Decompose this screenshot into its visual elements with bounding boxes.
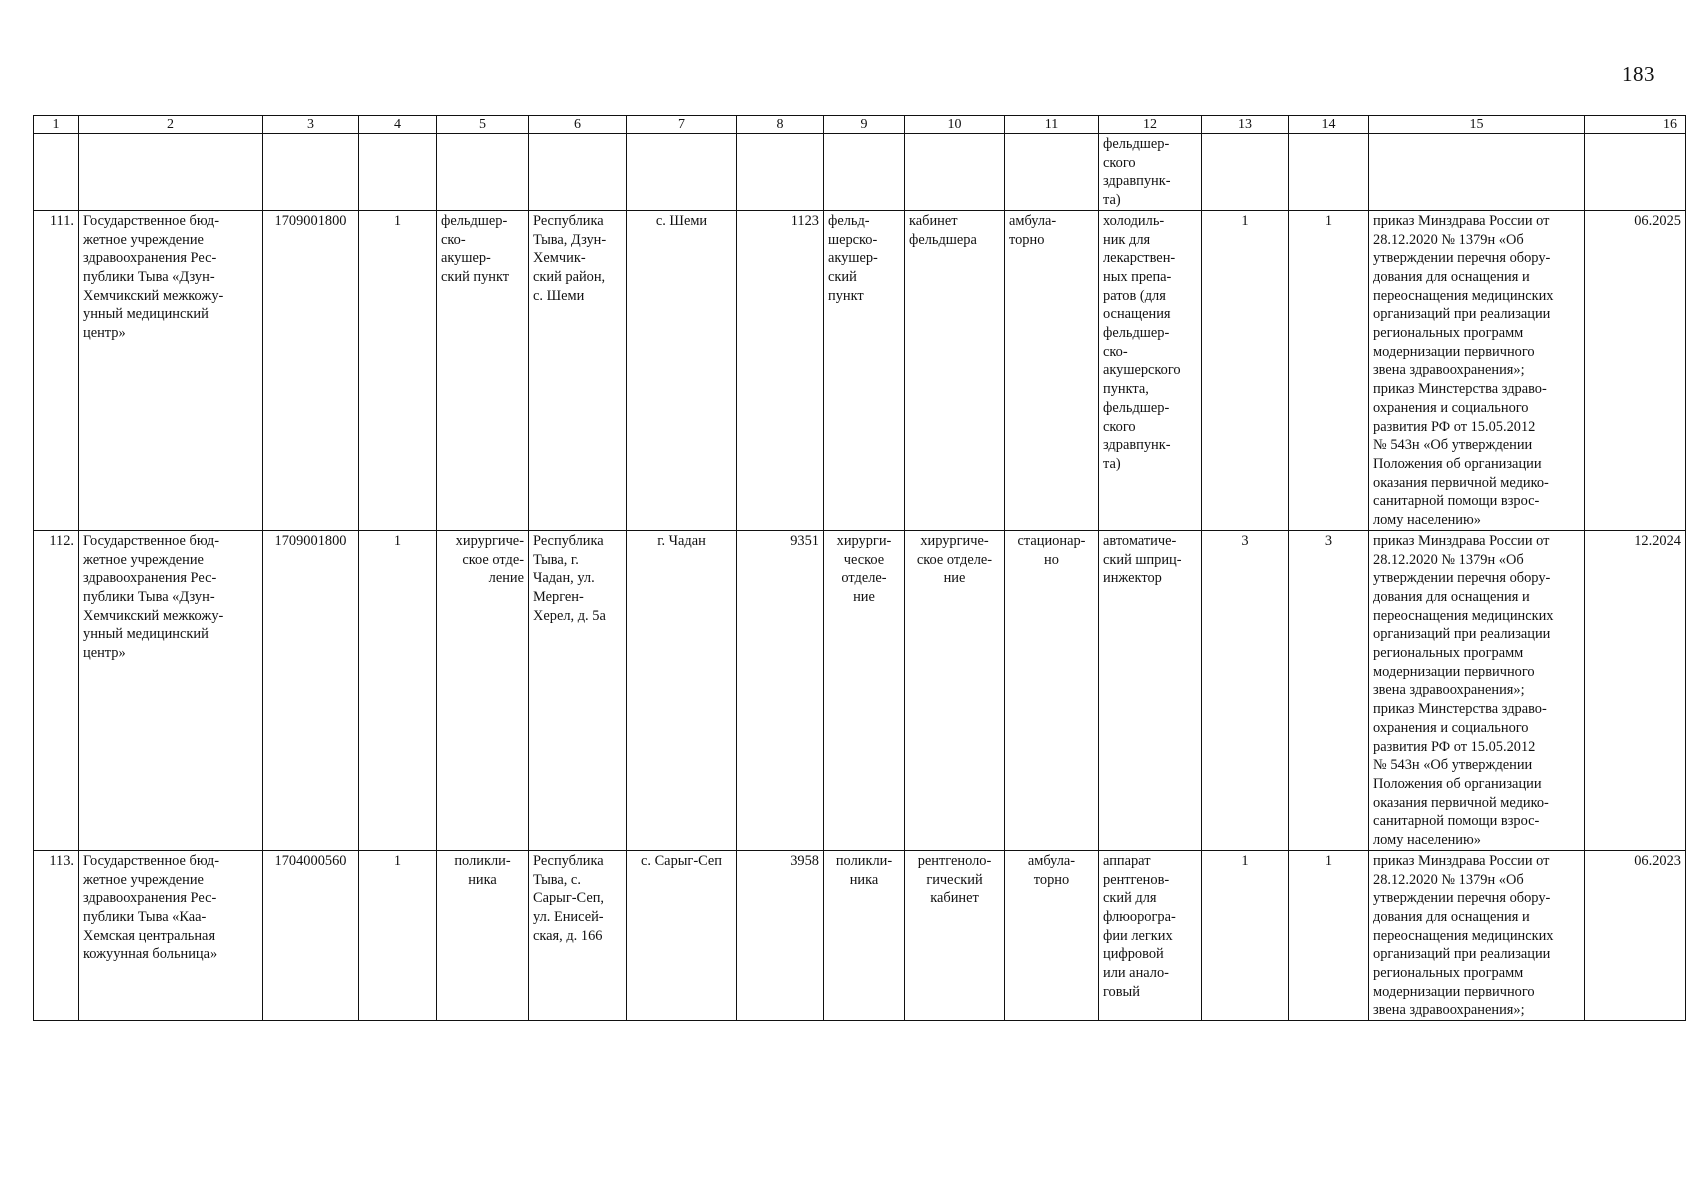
settlement-cell: с. Сарыг-Сеп — [627, 850, 737, 1020]
care-type-cell: амбула- торно — [1005, 210, 1099, 530]
column-number: 4 — [359, 116, 437, 134]
population-cell: 9351 — [737, 530, 824, 850]
unit-cell: хирургиче- ское отде- ление — [437, 530, 529, 850]
column-number: 1 — [34, 116, 79, 134]
date-cell: 06.2025 — [1585, 210, 1686, 530]
basis-cell: приказ Минздрава России от 28.12.2020 № 1379н «Об утверждении перечня обору- дования для оснащения и переоснащения медицинских организаций при реализации региональных программ модернизации первичного звена здравоохранения»; — [1369, 850, 1585, 1020]
column-number: 13 — [1202, 116, 1289, 134]
unit-cell: фельдшер- ско- акушер- ский пункт — [437, 210, 529, 530]
inn-cell: 1704000560 — [263, 850, 359, 1020]
subunit-cell: хирурги- ческое отделе- ние — [824, 530, 905, 850]
care-type-cell: стационар- но — [1005, 530, 1099, 850]
quantity-cell: 3 — [1202, 530, 1289, 850]
unit-cell: поликли- ника — [437, 850, 529, 1020]
column-number: 14 — [1289, 116, 1369, 134]
column-number: 9 — [824, 116, 905, 134]
room-cell: рентгеноло- гический кабинет — [905, 850, 1005, 1020]
column-number-header — [34, 116, 1686, 134]
column-number: 16 — [1585, 116, 1686, 134]
column-number: 12 — [1099, 116, 1202, 134]
subunit-cell: фельд- шерско- акушер- ский пункт — [824, 210, 905, 530]
address-cell: Республика Тыва, г. Чадан, ул. Мерген- Херел, д. 5а — [529, 530, 627, 850]
row-number-cell: 112. — [34, 530, 79, 850]
table-row — [34, 850, 1686, 1020]
room-cell: кабинет фельдшера — [905, 210, 1005, 530]
count-cell: 1 — [359, 850, 437, 1020]
quantity-cell: 3 — [1289, 530, 1369, 850]
settlement-cell: г. Чадан — [627, 530, 737, 850]
count-cell: 1 — [359, 210, 437, 530]
column-number: 11 — [1005, 116, 1099, 134]
quantity-cell: 1 — [1289, 850, 1369, 1020]
row-number-cell: 113. — [34, 850, 79, 1020]
column-number: 15 — [1369, 116, 1585, 134]
address-cell: Республика Тыва, Дзун- Хемчик- ский район, с. Шеми — [529, 210, 627, 530]
count-cell: 1 — [359, 530, 437, 850]
quantity-cell: 1 — [1202, 850, 1289, 1020]
column-number: 5 — [437, 116, 529, 134]
column-number: 6 — [529, 116, 627, 134]
inn-cell: 1709001800 — [263, 210, 359, 530]
care-type-cell: амбула- торно — [1005, 850, 1099, 1020]
settlement-cell: с. Шеми — [627, 210, 737, 530]
date-cell: 06.2023 — [1585, 850, 1686, 1020]
population-cell: 1123 — [737, 210, 824, 530]
data-table — [33, 115, 1686, 1021]
column-number: 8 — [737, 116, 824, 134]
basis-cell: приказ Минздрава России от 28.12.2020 № 1379н «Об утверждении перечня обору- дования для оснащения и переоснащения медицинских организаций при реализации региональных программ модернизации первичного звена здравоохранения»; приказ Минстерства здраво- охранения и социального развития РФ от 15.05.2012 № 543н «Об утверждении Положения об организации оказания первичной медико- санитарной помощи взрос- лому населению» — [1369, 210, 1585, 530]
organization-cell: Государственное бюд- жетное учреждение здравоохранения Рес- публики Тыва «Дзун- Хемчикский межкожу- унный медицинский центр» — [79, 530, 263, 850]
column-number: 7 — [627, 116, 737, 134]
date-cell: 12.2024 — [1585, 530, 1686, 850]
equipment-cell: автоматиче- ский шприц- инжектор — [1099, 530, 1202, 850]
continuation-row — [34, 134, 1686, 211]
room-cell: хирургиче- ское отделе- ние — [905, 530, 1005, 850]
column-number: 10 — [905, 116, 1005, 134]
organization-cell: Государственное бюд- жетное учреждение здравоохранения Рес- публики Тыва «Каа- Хемская центральная кожуунная больница» — [79, 850, 263, 1020]
subunit-cell: поликли- ника — [824, 850, 905, 1020]
page-number: 183 — [1622, 62, 1655, 86]
row-number-cell: 111. — [34, 210, 79, 530]
table-row — [34, 530, 1686, 850]
organization-cell: Государственное бюд- жетное учреждение здравоохранения Рес- публики Тыва «Дзун- Хемчикский межкожу- унный медицинский центр» — [79, 210, 263, 530]
quantity-cell: 1 — [1289, 210, 1369, 530]
quantity-cell: 1 — [1202, 210, 1289, 530]
column-number: 3 — [263, 116, 359, 134]
inn-cell: 1709001800 — [263, 530, 359, 850]
column-number: 2 — [79, 116, 263, 134]
equipment-cell: холодиль- ник для лекарствен- ных препа- ратов (для оснащения фельдшер- ско- акушерского пункта, фельдшер- ского здравпунк- та) — [1099, 210, 1202, 530]
table-row — [34, 210, 1686, 530]
basis-cell: приказ Минздрава России от 28.12.2020 № 1379н «Об утверждении перечня обору- дования для оснащения и переоснащения медицинских организаций при реализации региональных программ модернизации первичного звена здравоохранения»; приказ Минстерства здраво- охранения и социального развития РФ от 15.05.2012 № 543н «Об утверждении Положения об организации оказания первичной медико- санитарной помощи взрос- лому населению» — [1369, 530, 1585, 850]
equipment-cell: фельдшер- ского здравпунк- та) — [1099, 134, 1202, 211]
population-cell: 3958 — [737, 850, 824, 1020]
equipment-cell: аппарат рентгенов- ский для флюорогра- фии легких цифровой или анало- говый — [1099, 850, 1202, 1020]
address-cell: Республика Тыва, с. Сарыг-Сеп, ул. Енисей- ская, д. 166 — [529, 850, 627, 1020]
